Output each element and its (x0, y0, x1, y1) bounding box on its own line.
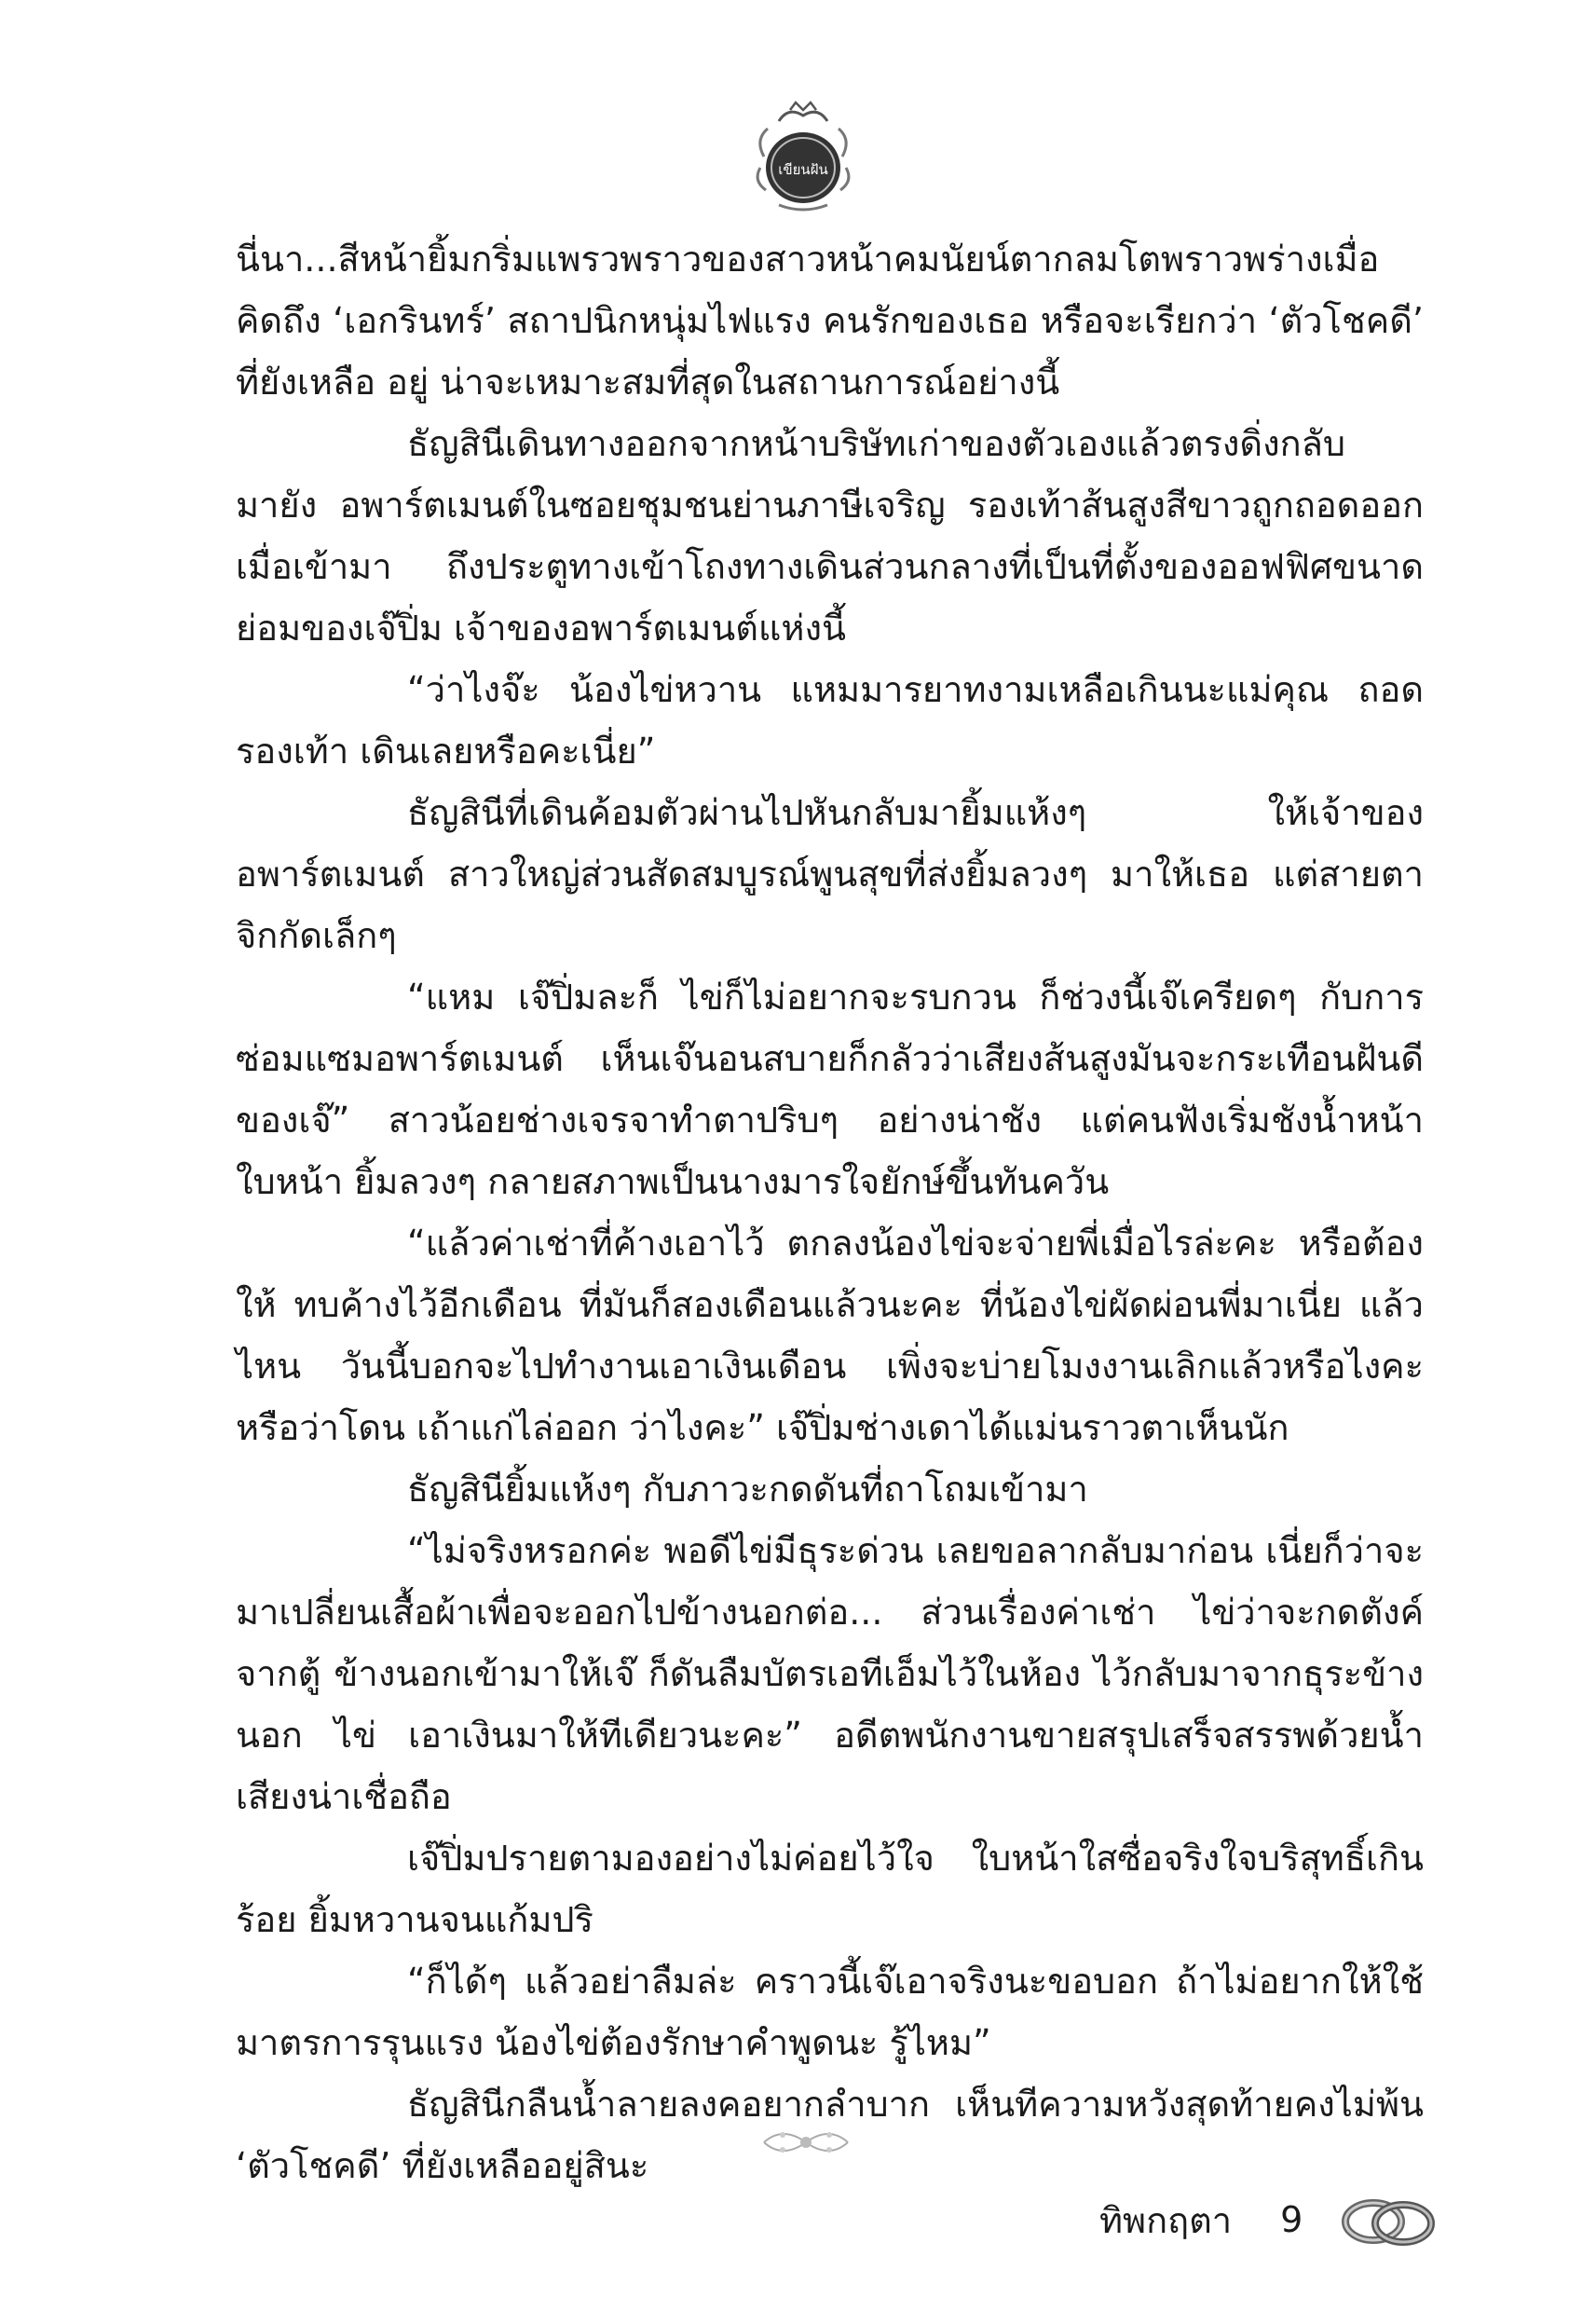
paragraph: “ไม่จริงหรอกค่ะ พอดีไข่มีธุระด่วน เลยขอลากลับมาก่อน เนี่ยก็ว่าจะ มาเปลี่ยนเสื้อผ้าเพื่อจะออกไปข้างนอกต่อ... ส่วนเรื่องค่าเช่า ไข่ว่าจะกดตังค์จากตู้ ข้างนอกเข้ามาให้เจ๊ ก็ดันลืมบัตรเอทีเอ็มไว้ในห้อง ไว้กลับมาจากธุระข้างนอก ไข่ เอาเงินมาให้ทีเดียวนะคะ” อดีตพนักงานขายสรุปเสร็จสรรพด้วยน้ำเสียงน่าเชื่อถือ (236, 1530, 1424, 1817)
page-number: 9 (1280, 2199, 1303, 2240)
paragraph: นี่นา...สีหน้ายิ้มกริ่มแพรวพราวของสาวหน้าคมนัยน์ตากลมโตพราวพร่างเมื่อคิดถึง ‘เอกรินทร์’ สถาปนิกหนุ่มไฟแรง คนรักของเธอ หรือจะเรียกว่า ‘ตัวโชคดี’ ที่ยังเหลือ อยู่ น่าจะเหมาะสมที่สุดในสถานการณ์อย่างนี้ (236, 239, 1424, 403)
paragraph: “ว่าไงจ๊ะ น้องไข่หวาน แหมมารยาทงามเหลือเกินนะแม่คุณ ถอดรองเท้า เดินเลยหรือคะเนี่ย” (236, 669, 1424, 772)
paragraph: ธัญสินีกลืนน้ำลายลงคอยากลำบาก เห็นทีความหวังสุดท้ายคงไม่พ้น ‘ตัวโชคดี’ ที่ยังเหลืออยู่สินะ (236, 2084, 1424, 2186)
wedding-rings-icon (1336, 2190, 1440, 2249)
paragraph: ธัญสินีที่เดินค้อมตัวผ่านไปหันกลับมายิ้มแห้งๆ ให้เจ้าของอพาร์ตเมนต์ สาวใหญ่ส่วนสัดสมบูรณ์พูนสุขที่ส่งยิ้มลวงๆ มาให้เธอ แต่สายตาจิกกัดเล็กๆ (236, 792, 1424, 956)
emblem-text: เขียนฝัน (778, 161, 828, 178)
paragraph: เจ๊ปิ่มปรายตามองอย่างไม่ค่อยไว้ใจ ใบหน้าใสซื่อจริงใจบริสุทธิ์เกินร้อย ยิ้มหวานจนแก้มปริ (236, 1838, 1424, 1940)
page-body (236, 228, 1424, 2196)
paragraph: “แหม เจ๊ปิ่มละก็ ไข่ก็ไม่อยากจะรบกวน ก็ช่วงนี้เจ๊เครียดๆ กับการ ซ่อมแซมอพาร์ตเมนต์ เห็นเจ๊นอนสบายก็กลัวว่าเสียงส้นสูงมันจะกระเทือนฝันดี ของเจ๊” สาวน้อยช่างเจรจาทำตาปริบๆ อย่างน่าชัง แต่คนฟังเริ่มชังน้ำหน้า ใบหน้า ยิ้มลวงๆ กลายสภาพเป็นนางมารใจยักษ์ขึ้นทันควัน (236, 977, 1424, 1202)
paragraph: “แล้วค่าเช่าที่ค้างเอาไว้ ตกลงน้องไข่จะจ่ายพี่เมื่อไรล่ะคะ หรือต้องให้ ทบค้างไว้อีกเดือน ที่มันก็สองเดือนแล้วนะคะ ที่น้องไข่ผัดผ่อนพี่มาเนี่ย แล้วไหน วันนี้บอกจะไปทำงานเอาเงินเดือน เพิ่งจะบ่ายโมงงานเลิกแล้วหรือไงคะ หรือว่าโดน เถ้าแก่ไล่ออก ว่าไงคะ” เจ๊ปิ่มช่างเดาได้แม่นราวตาเห็นนัก (236, 1223, 1424, 1448)
paragraph: ธัญสินียิ้มแห้งๆ กับภาวะกดดันที่ถาโถมเข้ามา (407, 1469, 1088, 1510)
paragraph: “ก็ได้ๆ แล้วอย่าลืมล่ะ คราวนี้เจ๊เอาจริงนะขอบอก ถ้าไม่อยากให้ใช้ มาตรการรุนแรง น้องไข่ต้องรักษาคำพูดนะ รู้ไหม” (236, 1961, 1424, 2063)
book-title: ทิพกฤตา (1099, 2199, 1233, 2241)
paragraph: ธัญสินีเดินทางออกจากหน้าบริษัทเก่าของตัวเองแล้วตรงดิ่งกลับมายัง อพาร์ตเมนต์ในซอยชุมชนย่านภาษีเจริญ รองเท้าส้นสูงสีขาวถูกถอดออกเมื่อเข้ามา ถึงประตูทางเข้าโถงทางเดินส่วนกลางที่เป็นที่ตั้งของออฟฟิศขนาดย่อมของเจ๊ปิ่ม เจ้าของอพาร์ตเมนต์แห่งนี้ (236, 423, 1424, 649)
floral-ornament-icon (755, 2120, 857, 2165)
publisher-emblem-logo (751, 101, 855, 212)
page-footer (1099, 2192, 1440, 2248)
